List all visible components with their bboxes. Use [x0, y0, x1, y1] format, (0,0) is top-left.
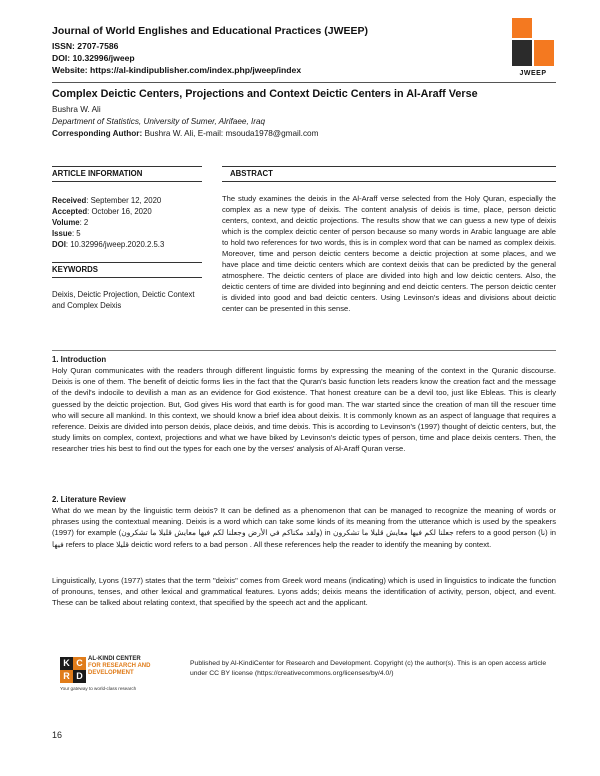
corresponding-label: Corresponding Author: [52, 129, 143, 138]
keywords-rule-bottom [52, 277, 202, 278]
doi-label: DOI [52, 240, 66, 249]
literature-review-text-1: What do we mean by the linguistic term deixis? It can be defined as a phenomenon that can be managed to recognize the meaning of words or phrases using the contextual meaning. Deixis is a word which can take some kinds of its meaning from the utterance which is used by the speakers (1997) for example (ولقد مكناكم في الأرض وجعلنا لكم فيها معايش قليلا ما تشكرون) in جعلنا لكم فيها معايش قليلا ما تشكرون refers to a good person (نا) in فيها refers to place قليلا deictic word refers to a bad person . All these references help the reader to identify the meaning by context. [52, 506, 556, 549]
abstract-text: The study examines the deixis in the Al-Araff verse selected from the Holy Quran, especially the complex as a new type of deixis. The content analysis of deixis is time, place, person deictic centers, context, and deictic projections. The results show that we can guess a new type of deixis which is the complex deictic center of person because so many words in Arabic language are able to hold two references for two words, this is in complex word that can be named as complex deixis. Moreover, time and person deictic centers become a deictic projection at some places, and we have place and time deictic centers which are context deixis that can be predicted by the general atmosphere. The deictic centers of place are divided into high and low deictic centers. Also, the deictic centers of time are divided into beginning and end deictic centers. The person deictic center is divided into good and bad deictic centers. Using Levinson's ideas and divisions about deictic center can be presented in this sense. [222, 194, 556, 313]
publisher-name [88, 656, 150, 677]
kd-letter-c: C [73, 657, 86, 670]
publisher-tagline: Your gateway to world-class research [60, 686, 137, 691]
received-value: : September 12, 2020 [86, 196, 162, 205]
issue-value: : 5 [71, 229, 81, 238]
article-info-rule-bottom [52, 181, 202, 182]
volume-value: : 2 [79, 218, 89, 227]
paper-author: Bushra W. Ali [52, 105, 101, 114]
issue [52, 228, 81, 239]
header-divider [52, 82, 556, 83]
journal-doi: DOI: 10.32996/jweep [52, 53, 135, 63]
abstract-heading: ABSTRACT [230, 169, 273, 178]
abstract-rule-top [222, 166, 556, 167]
license-notice: Published by Al-KindiCenter for Research and Development. Copyright (c) the author(s). This is an open access article under CC BY license (https://creativecommons.org/licenses/by/4.0/) [190, 660, 547, 677]
literature-review-heading: 2. Literature Review [52, 495, 126, 504]
publisher-name-line2: FOR RESEARCH AND [88, 663, 151, 669]
abstract-rule-bottom [222, 181, 556, 182]
accepted-date [52, 206, 152, 217]
introduction-heading: 1. Introduction [52, 355, 107, 364]
kd-letter-r: R [60, 670, 73, 683]
corresponding-value: Bushra W. Ali, E-mail: msouda1978@gmail.com [142, 129, 319, 138]
page-number: 16 [52, 730, 63, 740]
introduction-text: Holy Quran communicates with the readers through different linguistic forms by expressing the meaning of the context in the Quranic discourse. Deixis is one of them. The benefit of deictic forms lies in the fact that the Quran's basic function lets readers know the creation fact and the message of the devil's indocile to devilish a man as an evidence for God existence. That honest creature can be a devil too, just like Ebleas. This is clearly guessed by the deictic projection. But, God gives His word that earth is for good man. The war started since the creation of man till the rescuer time who will secure all mankind. In this context, we should know a brief idea about deixis. It is commonly known as an aspect of language that requires a reference. Deixis are divided into person deixis, place deixis, and time deixis. This is according to Levinson's (1997) thought of deictic centers, but, the study limits on complex, context, projections and what we have biked by Levinson's deictic types of person, time and place deixis centers. Then, the researcher tries his best to find out the types for each one by the verses' analysis of Al-Araff Quran verse. [52, 366, 556, 454]
al-kindi-logo [58, 655, 170, 695]
accepted-value: : October 16, 2020 [87, 207, 152, 216]
abstract-section-divider [52, 350, 556, 351]
publisher-name-line3: DEVELOPMENT [88, 670, 134, 676]
article-doi [52, 239, 164, 250]
keywords-list: Deixis, Deictic Projection, Deictic Context and Complex Deixis [52, 290, 195, 310]
issue-label: Issue [52, 229, 72, 238]
journal-issn: ISSN: 2707-7586 [52, 41, 119, 51]
accepted-label: Accepted [52, 207, 88, 216]
journal-website[interactable]: Website: https://al-kindipublisher.com/index.php/jweep/index [52, 65, 302, 75]
keywords-heading: KEYWORDS [52, 265, 98, 274]
kd-letter-d: D [73, 670, 86, 683]
volume-label: Volume [52, 218, 80, 227]
doi-value: : 10.32996/jweep.2020.2.5.3 [65, 240, 165, 249]
jweep-logo-icon [512, 18, 554, 68]
kd-letter-k: K [60, 657, 73, 670]
jweep-logo-text: JWEEP [519, 70, 547, 77]
paper-title: Complex Deictic Centers, Projections and Context Deictic Centers in Al-Araff Verse [52, 88, 478, 100]
volume [52, 217, 88, 228]
author-affiliation: Department of Statistics, University of Sumer, Alrifaee, Iraq [52, 117, 266, 126]
publisher-name-line1: AL-KINDI CENTER [88, 656, 141, 662]
article-info-rule-top [52, 166, 202, 167]
keywords-rule-top [52, 262, 202, 263]
journal-title: Journal of World Englishes and Educational Practices (JWEEP) [52, 25, 369, 37]
article-info-heading: ARTICLE INFORMATION [52, 169, 143, 178]
received-label: Received [52, 196, 87, 205]
received-date [52, 195, 161, 206]
corresponding-author [52, 128, 318, 139]
literature-review-text-2: Linguistically, Lyons (1977) states that the term "deixis" comes from Greek word means (indicating) which is used in linguistics to indicate the function of pronouns, tenses, and other lexical and grammatical features. Lyons adds; deixis means the identification of activity, person, object, and event. These can be talked about relating context, that specified by the speech act and the applicant. [52, 576, 556, 608]
